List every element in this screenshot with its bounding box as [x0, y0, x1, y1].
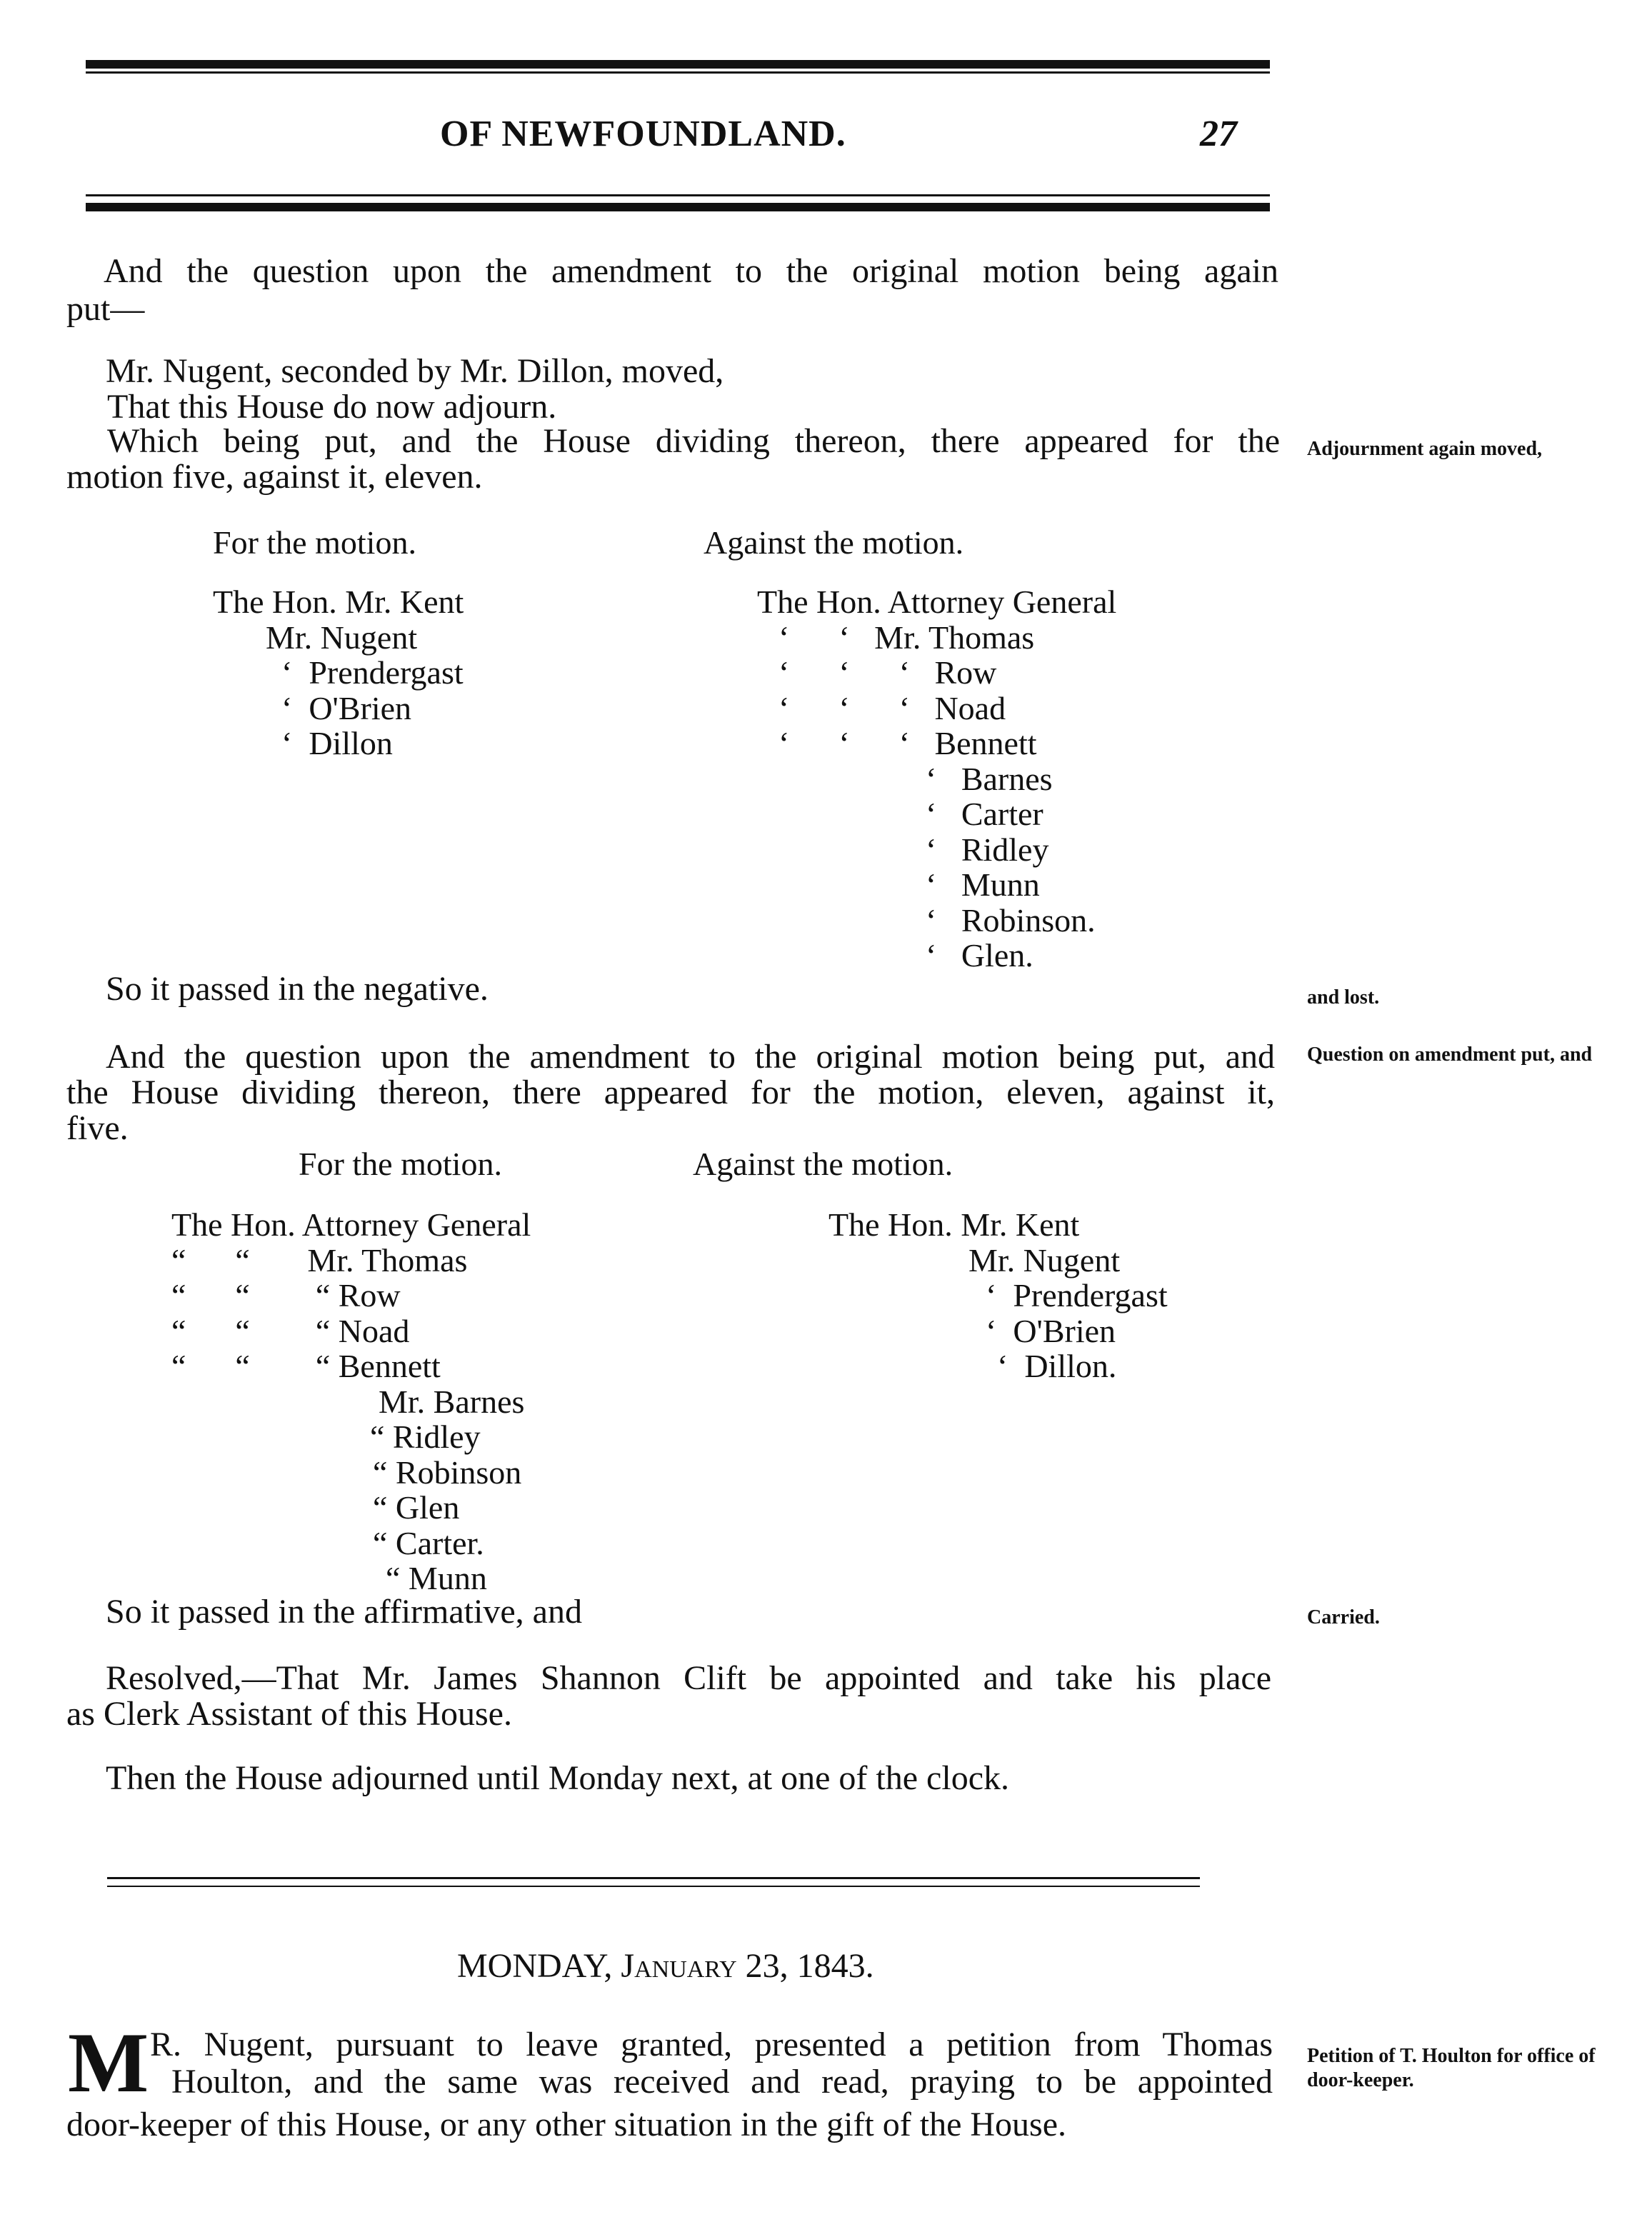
list-item: “ “ “ Bennett	[171, 1348, 441, 1384]
petition-line1: R. Nugent, pursuant to leave granted, presented a petition from Thomas	[150, 2026, 1273, 2063]
list-item: ‘ O'Brien	[281, 689, 412, 726]
division1-for-list	[213, 584, 464, 761]
page-title: OF NEWFOUNDLAND.	[440, 114, 846, 154]
date-day: MONDAY,	[457, 1947, 613, 1985]
division2-against-list	[828, 1207, 1168, 1384]
list-item: ‘ Munn	[926, 866, 1040, 903]
date-heading	[457, 1948, 874, 1984]
division1-against-list	[757, 584, 1116, 974]
list-item: “ Carter.	[373, 1524, 484, 1561]
division2-for-list	[171, 1207, 531, 1596]
list-item: ‘ Dillon.	[997, 1348, 1117, 1384]
list-item: ‘ Ridley	[926, 831, 1049, 868]
list-item: The Hon. Attorney General	[757, 584, 1117, 620]
list-item: ‘ ‘ ‘ Noad	[779, 689, 1006, 726]
list-item: ‘ Prendergast	[986, 1277, 1168, 1313]
para2-line1: And the question upon the amendment to the original motion being put, and	[106, 1038, 1275, 1076]
list-item: “ Ridley	[370, 1418, 481, 1455]
division1-result: So it passed in the negative.	[106, 970, 489, 1008]
header-top-rule-thin	[86, 71, 1270, 74]
margin-note-carried: Carried.	[1307, 1606, 1380, 1628]
list-item: ‘ Barnes	[926, 760, 1053, 797]
list-item: “ “ “ Noad	[171, 1312, 410, 1349]
header-bottom-rule	[86, 203, 1270, 211]
list-item: “ “ “ Row	[171, 1277, 401, 1313]
resolved-line1: Resolved,—That Mr. James Shannon Clift be appointed and take his place	[106, 1659, 1271, 1697]
date-rest: 23, 1843.	[745, 1947, 874, 1985]
para1-line2: put—	[66, 290, 145, 328]
date-month: January	[621, 1947, 737, 1985]
adjourned-line: Then the House adjourned until Monday next, at one of the clock.	[106, 1759, 1009, 1797]
para1-line1: And the question upon the amendment to the original motion being again	[104, 252, 1278, 290]
petition-line3: door-keeper of this House, or any other situation in the gift of the House.	[66, 2106, 1067, 2143]
para2-line2: the House dividing thereon, there appeared for the motion, eleven, against it,	[66, 1074, 1275, 1111]
section-divider	[107, 1877, 1200, 1879]
list-item: ‘ ‘ ‘ Row	[779, 654, 997, 691]
drop-cap: M	[68, 2015, 149, 2110]
list-item: Mr. Barnes	[379, 1383, 525, 1420]
list-item: “ Munn	[386, 1560, 487, 1596]
header-bottom-rule-thin	[86, 194, 1270, 196]
list-item: ‘ ‘ ‘ Bennett	[779, 725, 1037, 761]
section-divider-thin	[107, 1886, 1200, 1887]
margin-note-question: Question on amendment put, and	[1307, 1044, 1593, 1066]
para2-line3: five.	[66, 1109, 129, 1147]
list-item: ‘ O'Brien	[986, 1312, 1116, 1349]
list-item: ‘ Glen.	[926, 937, 1033, 974]
motion-line3: Which being put, and the House dividing thereon, there appeared for the	[107, 422, 1280, 460]
list-item: Mr. Nugent	[968, 1241, 1121, 1278]
motion-line2: That this House do now adjourn.	[107, 388, 557, 426]
list-item: ‘ Carter	[926, 796, 1043, 832]
list-item: ‘ Robinson.	[926, 901, 1096, 939]
list-item: “ “ Mr. Thomas	[171, 1241, 468, 1278]
division2-result: So it passed in the affirmative, and	[106, 1593, 582, 1631]
list-item: The Hon. Mr. Kent	[828, 1206, 1080, 1243]
list-item: The Hon. Attorney General	[171, 1206, 531, 1243]
motion-line4: motion five, against it, eleven.	[66, 458, 483, 496]
page-number: 27	[1200, 114, 1237, 154]
list-item: The Hon. Mr. Kent	[213, 584, 464, 620]
margin-note-lost: and lost.	[1307, 986, 1380, 1009]
list-item: ‘ Prendergast	[281, 654, 464, 691]
division1-for-heading: For the motion.	[213, 524, 416, 561]
header-top-rule	[86, 60, 1270, 69]
margin-note-adjournment: Adjournment again moved,	[1307, 438, 1543, 460]
margin-note-petition: Petition of T. Houlton for office of door-keeper.	[1307, 2045, 1596, 2091]
division2-against-heading: Against the motion.	[693, 1146, 953, 1182]
list-item: ‘ ‘ Mr. Thomas	[779, 619, 1035, 656]
resolved-line2: as Clerk Assistant of this House.	[66, 1695, 512, 1733]
motion-line1: Mr. Nugent, seconded by Mr. Dillon, moved,	[106, 352, 724, 390]
division2-for-heading: For the motion.	[299, 1146, 502, 1182]
list-item: “ Glen	[373, 1489, 460, 1526]
list-item: “ Robinson	[373, 1453, 522, 1491]
petition-line2: Houlton, and the same was received and read, praying to be appointed	[171, 2063, 1273, 2101]
division1-against-heading: Against the motion.	[704, 524, 964, 561]
list-item: ‘ Dillon	[281, 725, 393, 761]
list-item: Mr. Nugent	[266, 619, 418, 656]
